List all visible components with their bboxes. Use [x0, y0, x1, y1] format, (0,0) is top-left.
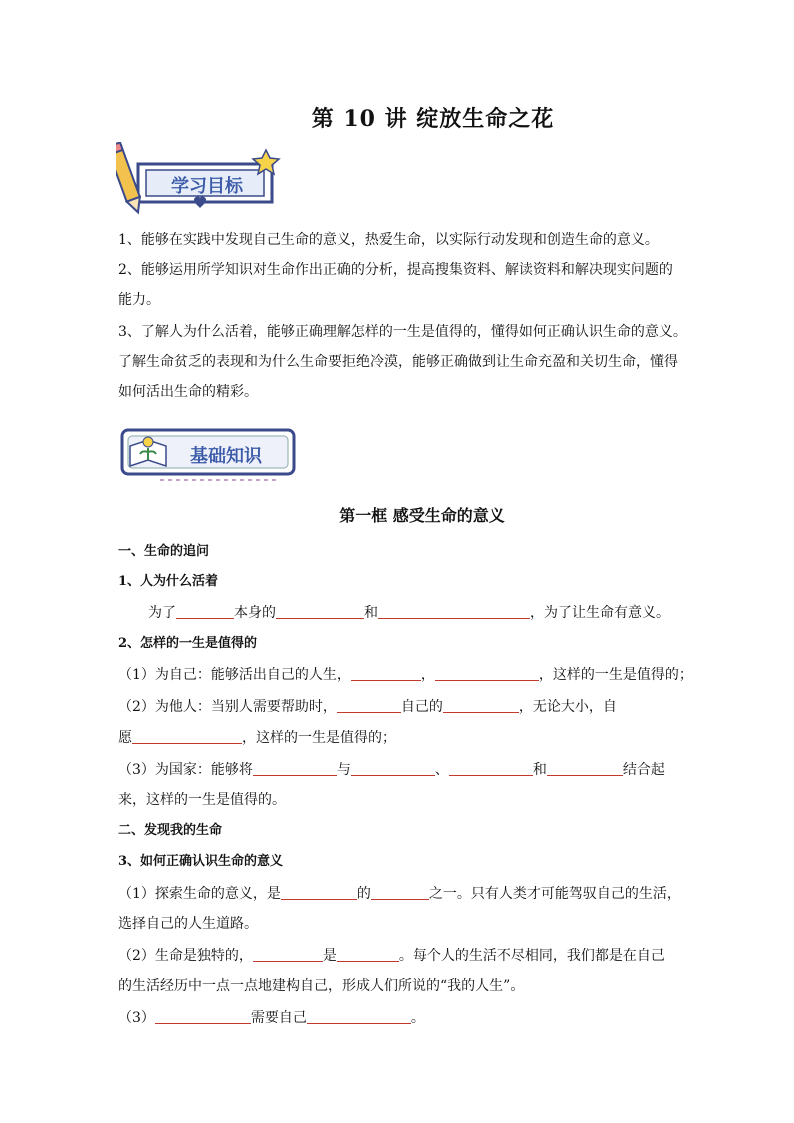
fill-blank[interactable]	[253, 947, 323, 962]
fill-blank[interactable]	[337, 947, 399, 962]
knowledge-badge-label: 基础知识	[190, 446, 262, 467]
q2b-line-cont: 愿 ，这样的一生是值得的；	[118, 730, 396, 746]
goal-1: 1、能够在实践中发现自己生命的意义，热爱生命，以实际行动发现和创造生命的意义。	[118, 232, 659, 248]
section-title: 第一框 感受生命的意义	[339, 506, 505, 525]
q3a-line-cont: 选择自己的人生道路。	[118, 916, 258, 932]
fill-blank[interactable]	[378, 604, 530, 619]
question-1: 1、人为什么活着	[118, 574, 219, 589]
fill-blank[interactable]	[155, 1009, 251, 1024]
goals-badge	[116, 142, 286, 216]
fill-blank[interactable]	[371, 885, 429, 900]
fill-blank[interactable]	[435, 666, 539, 681]
fill-blank[interactable]	[276, 604, 364, 619]
q3b-line: （2）生命是独特的， 是 。每个人的生活不尽相同，我们都是在自己	[118, 948, 665, 964]
q3c-line: （3） 需要自己 。	[118, 1010, 425, 1026]
q2b-line: （2）为他人：当别人需要帮助时， 自己的 ，无论大小，自	[118, 699, 617, 715]
fill-blank[interactable]	[253, 761, 337, 776]
fill-blank[interactable]	[132, 729, 242, 744]
fill-blank[interactable]	[449, 761, 533, 776]
fill-blank[interactable]	[176, 604, 234, 619]
fill-blank[interactable]	[337, 698, 401, 713]
knowledge-badge	[120, 428, 298, 484]
question-2: 2、怎样的一生是值得的	[118, 636, 258, 651]
q3b-line-cont: 的生活经历中一点一点地建构自己，形成人们所说的“我的人生”。	[118, 978, 525, 994]
question-3: 3、如何正确认识生命的意义	[118, 854, 284, 869]
fill-blank[interactable]	[443, 698, 519, 713]
q3a-line: （1）探索生命的意义，是 的 之一。只有人类才可能驾驭自己的生活，	[118, 886, 681, 902]
heading-2: 二、发现我的生命	[118, 823, 223, 838]
goal-3-cont2: 如何活出生命的精彩。	[118, 384, 258, 400]
fill-blank[interactable]	[281, 885, 357, 900]
q2a-line: （1）为自己：能够活出自己的人生， ， ，这样的一生是值得的；	[118, 667, 693, 683]
goal-2: 2、能够运用所学知识对生命作出正确的分析，提高搜集资料、解读资料和解决现实问题的	[118, 262, 673, 278]
fill-blank[interactable]	[547, 761, 623, 776]
goal-2-cont: 能力。	[118, 292, 160, 308]
goal-3-cont: 了解生命贫乏的表现和为什么生命要拒绝冷漠，能够正确做到让生命充盈和关切生命，懂得	[118, 354, 678, 370]
page-title: 第 10 讲 绽放生命之花	[311, 106, 555, 132]
q1-line: 为了 本身的 和 ，为了让生命有意义。	[148, 605, 670, 621]
fill-blank[interactable]	[307, 1009, 411, 1024]
goal-3: 3、了解人为什么活着，能够正确理解怎样的一生是值得的，懂得如何正确认识生命的意义。	[118, 324, 687, 340]
heading-1: 一、生命的追问	[118, 544, 210, 559]
q2c-line: （3）为国家：能够将 与 、 和 结合起	[118, 762, 665, 778]
fill-blank[interactable]	[351, 761, 435, 776]
fill-blank[interactable]	[351, 666, 421, 681]
goals-badge-label: 学习目标	[171, 176, 243, 197]
q2c-line-cont: 来，这样的一生是值得的。	[118, 792, 286, 808]
